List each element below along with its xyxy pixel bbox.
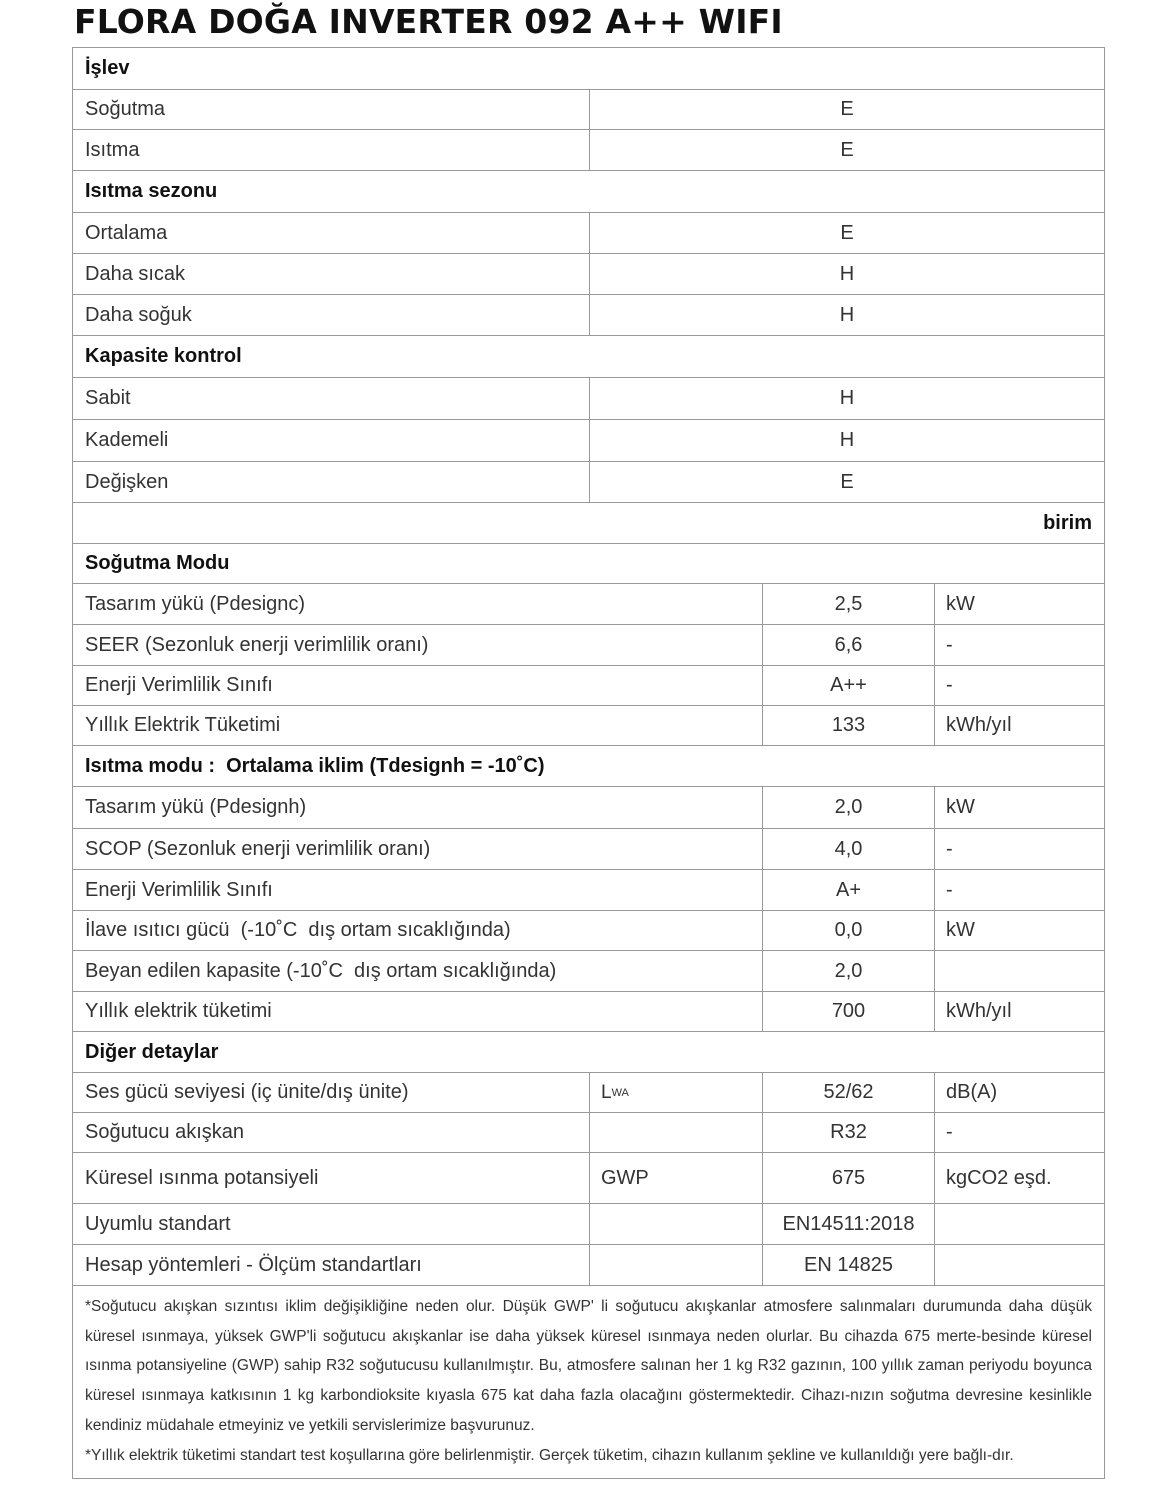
- row-value: 4,0: [762, 829, 934, 869]
- row-label: Hesap yöntemleri - Ölçüm standartları: [85, 1253, 422, 1276]
- row-unit: dB(A): [934, 1073, 1104, 1112]
- footnote-consumption: *Yıllık elektrik tüketimi standart test koşullarına göre belirlenmiştir. Gerçek tüketim, cihazın kullanım şekline ve kullanıldığı yere bağlı-dır.: [85, 1446, 1014, 1464]
- footnote-refrigerant: *Soğutucu akışkan sızıntısı iklim değişikliğine neden olur. Düşük GWP' li soğutucu akışkanlar atmosfere salınmaları durumunda daha düşük küresel ısınmaya, yüksek GWP'li soğutucu akışkanlar ise daha yüksek küresel ısınmaya neden olurlar. Bu cihazda 675 merte-besinde küresel ısınma potansiyeline (GWP) sahip R32 soğutucusu kullanılmıştır. Bu, atmosfere salınan her 1 kg R32 gazının, 100 yıllık zaman periyodu boyunca küresel ısınmaya katkısının 1 kg karbondioksite kıyasla 675 kat daha fazla olacağını göstermektedir. Cihazı-nızın soğutma devresine kesinlikle kendiniz müdahale etmeyiniz ve yetkili servislerimize başvurunuz.: [85, 1298, 1092, 1434]
- row-label: Soğutma: [85, 98, 166, 120]
- row-unit: kWh/yıl: [934, 706, 1104, 745]
- row-value: 2,0: [762, 951, 934, 991]
- row-value: 2,5: [762, 584, 934, 624]
- row-unit: kW: [934, 584, 1104, 624]
- table-row: [73, 1112, 1104, 1152]
- section-header: [73, 745, 1104, 786]
- table-row: [73, 991, 1104, 1031]
- row-value: H: [589, 295, 1104, 335]
- row-label: Yıllık Elektrik Tüketimi: [85, 714, 281, 736]
- table-row: [73, 377, 1104, 419]
- table-row: [73, 869, 1104, 910]
- row-value: H: [589, 378, 1104, 419]
- row-value: H: [589, 420, 1104, 461]
- row-label: Enerji Verimlilik Sınıfı: [85, 878, 273, 901]
- section-title-kapasite-kontrol: Kapasite kontrol: [85, 345, 242, 367]
- row-label: Tasarım yükü (Pdesignh): [85, 796, 307, 818]
- table-row: [73, 253, 1104, 294]
- table-row: [73, 786, 1104, 828]
- row-value: EN14511:2018: [762, 1204, 934, 1244]
- row-value: E: [589, 130, 1104, 170]
- row-value: E: [589, 213, 1104, 253]
- section-title-sogutma-modu: Soğutma Modu: [85, 552, 230, 574]
- section-header: [73, 335, 1104, 377]
- table-row: [73, 1244, 1104, 1285]
- row-value: 6,6: [762, 625, 934, 665]
- unit-header-row: [73, 502, 1104, 543]
- row-label: Soğutucu akışkan: [85, 1121, 244, 1143]
- row-unit: -: [934, 625, 1104, 665]
- section-title-islev: İşlev: [85, 57, 130, 79]
- footnotes: [73, 1285, 1104, 1478]
- row-unit: [934, 1204, 1104, 1244]
- row-label: Sabit: [85, 387, 131, 409]
- row-label: SEER (Sezonluk enerji verimlilik oranı): [85, 633, 429, 656]
- table-row: [73, 1152, 1104, 1203]
- row-unit: -: [934, 829, 1104, 869]
- row-label: Değişken: [85, 470, 169, 493]
- section-header: [73, 48, 1104, 89]
- row-value: A+: [762, 870, 934, 910]
- row-symbol: [589, 1204, 762, 1244]
- row-label: SCOP (Sezonluk enerji verimlilik oranı): [85, 837, 431, 860]
- row-value: 2,0: [762, 787, 934, 828]
- table-row: [73, 1203, 1104, 1244]
- row-value: 133: [762, 706, 934, 745]
- row-unit: -: [934, 1113, 1104, 1152]
- section-title-isitma-modu: Isıtma modu : Ortalama iklim (Tdesignh = -10˚C): [85, 754, 545, 777]
- row-unit: kW: [934, 911, 1104, 950]
- spec-sheet-table: [72, 47, 1105, 1479]
- table-row: [73, 419, 1104, 461]
- row-value: 700: [762, 992, 934, 1031]
- row-unit: kWh/yıl: [934, 992, 1104, 1031]
- row-unit: -: [934, 666, 1104, 705]
- table-row: [73, 89, 1104, 129]
- table-row: [73, 129, 1104, 170]
- section-header: [73, 170, 1104, 212]
- table-row: [73, 950, 1104, 991]
- symbol-subscript: WA: [611, 1086, 629, 1099]
- product-title: FLORA DOĞA INVERTER 092 A++ WIFI: [74, 2, 783, 41]
- section-title-diger-detaylar: Diğer detaylar: [85, 1040, 219, 1063]
- row-unit: [934, 951, 1104, 991]
- row-label: Daha sıcak: [85, 262, 186, 285]
- table-row: [73, 828, 1104, 869]
- row-value: R32: [762, 1113, 934, 1152]
- row-value: 0,0: [762, 911, 934, 950]
- row-label: Tasarım yükü (Pdesignc): [85, 592, 306, 615]
- table-row: [73, 461, 1104, 502]
- section-header: [73, 1031, 1104, 1072]
- row-symbol: GWP: [589, 1153, 762, 1203]
- table-row: [73, 1072, 1104, 1112]
- row-value: A++: [762, 666, 934, 705]
- row-label: Küresel ısınma potansiyeli: [85, 1166, 319, 1189]
- table-row: [73, 583, 1104, 624]
- row-unit: kW: [934, 787, 1104, 828]
- table-row: [73, 910, 1104, 950]
- row-value: E: [589, 462, 1104, 502]
- row-unit: kgCO2 eşd.: [934, 1153, 1104, 1203]
- table-row: [73, 705, 1104, 745]
- row-value: 52/62: [762, 1073, 934, 1112]
- row-label: Isıtma: [85, 138, 140, 161]
- symbol-main: L: [601, 1081, 612, 1103]
- row-symbol: [589, 1073, 762, 1112]
- row-label: Uyumlu standart: [85, 1212, 231, 1235]
- row-symbol: [589, 1245, 762, 1285]
- table-row: [73, 294, 1104, 335]
- row-value: EN 14825: [762, 1245, 934, 1285]
- row-label: Yıllık elektrik tüketimi: [85, 1000, 272, 1022]
- row-label: Ortalama: [85, 221, 168, 244]
- row-label: Daha soğuk: [85, 303, 192, 326]
- row-label: Enerji Verimlilik Sınıfı: [85, 674, 273, 696]
- table-row: [73, 665, 1104, 705]
- row-unit: [934, 1245, 1104, 1285]
- row-value: E: [589, 90, 1104, 129]
- row-value: H: [589, 254, 1104, 294]
- row-symbol: [589, 1113, 762, 1152]
- unit-column-header: birim: [1043, 511, 1092, 534]
- section-header: [73, 543, 1104, 583]
- table-row: [73, 212, 1104, 253]
- row-label: Ses gücü seviyesi (iç ünite/dış ünite): [85, 1081, 409, 1103]
- table-row: [73, 624, 1104, 665]
- row-value: 675: [762, 1153, 934, 1203]
- row-unit: -: [934, 870, 1104, 910]
- row-label: İlave ısıtıcı gücü (-10˚C dış ortam sıcaklığında): [85, 919, 511, 941]
- row-label: Beyan edilen kapasite (-10˚C dış ortam sıcaklığında): [85, 959, 557, 982]
- row-label: Kademeli: [85, 429, 169, 451]
- section-title-isitma-sezonu: Isıtma sezonu: [85, 180, 218, 202]
